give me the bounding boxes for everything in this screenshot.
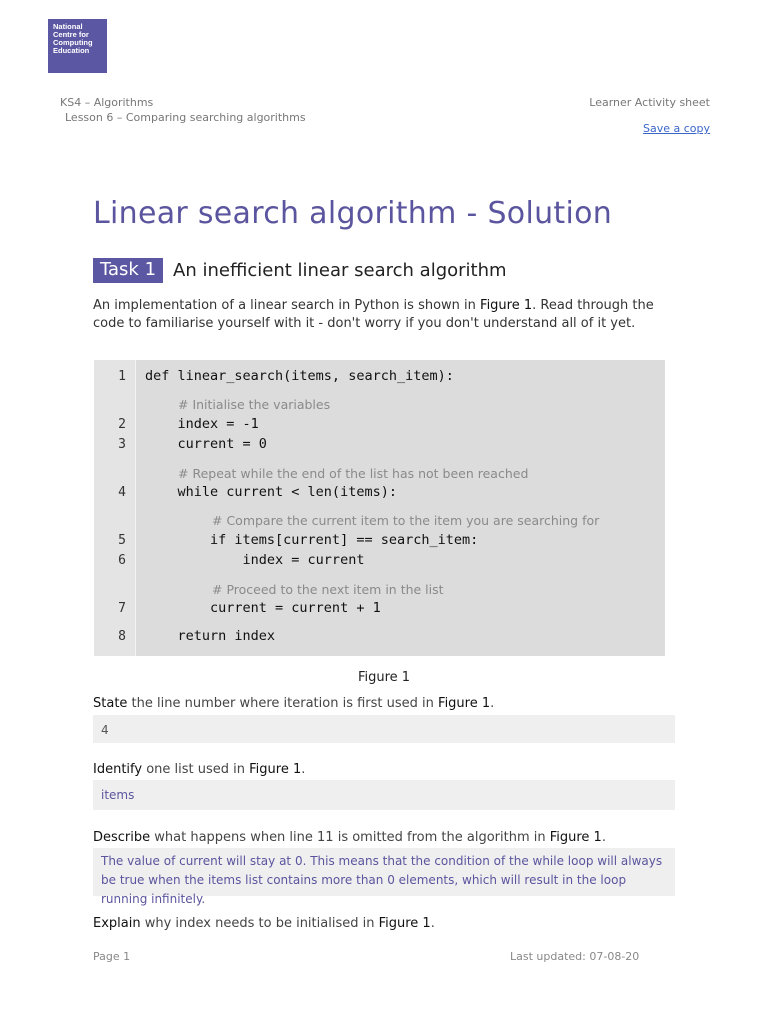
intro-paragraph: [93, 297, 683, 333]
answer-field-state[interactable]: 4: [93, 715, 675, 743]
line-number: 2: [118, 417, 126, 432]
lesson-label: Lesson 6 – Comparing searching algorithms: [65, 111, 306, 124]
figure-ref: Figure 1: [378, 916, 431, 931]
course-label: KS4 – Algorithms: [60, 96, 154, 109]
question-text: what happens when line 11 is omitted from the algorithm in: [150, 830, 550, 845]
answer-field-describe[interactable]: The value of current will stay at 0. This means that the condition of the while loop will always be true when the items list contains more than 0 elements, which will result in the loop running infinitely.: [93, 848, 675, 896]
code-comment: # Compare the current item to the item you are searching for: [212, 513, 600, 528]
task-badge: Task 1: [93, 258, 163, 283]
question-end: .: [490, 696, 495, 711]
question-end: .: [301, 762, 306, 777]
code-line: while current < len(items):: [145, 484, 397, 500]
last-updated: Last updated: 07-08-20: [510, 950, 640, 963]
line-number: 5: [118, 533, 126, 548]
code-line: return index: [145, 628, 276, 644]
question-end: .: [601, 830, 606, 845]
code-listing: [94, 360, 665, 656]
figure-ref: Figure 1: [480, 298, 533, 313]
command-word: Explain: [93, 916, 141, 931]
command-word: Describe: [93, 830, 151, 845]
code-line: current = 0: [145, 436, 267, 452]
line-number: 8: [118, 629, 126, 644]
line-number: 1: [118, 369, 126, 384]
question-describe: [93, 830, 606, 845]
question-text: the line number where iteration is first used in: [127, 696, 439, 711]
intro-text: An implementation of a linear search in Python is shown in: [93, 298, 481, 313]
command-word: State: [93, 696, 128, 711]
code-comment: # Initialise the variables: [178, 397, 331, 412]
gutter-divider: [135, 360, 136, 656]
question-text: one list used in: [142, 762, 250, 777]
line-number: 4: [118, 485, 126, 500]
question-end: .: [430, 916, 435, 931]
task-title: An inefficient linear search algorithm: [173, 260, 507, 281]
code-line: current = current + 1: [145, 600, 381, 616]
code-line: if items[current] == search_item:: [145, 532, 479, 548]
question-identify: [93, 762, 305, 777]
figure-ref: Figure 1: [549, 830, 602, 845]
question-state: [93, 696, 494, 711]
code-line: def linear_search(items, search_item):: [145, 368, 454, 384]
code-line: index = current: [145, 552, 365, 568]
sheet-type-label: Learner Activity sheet: [589, 96, 710, 109]
line-number: 7: [118, 601, 126, 616]
page-number: Page 1: [93, 950, 131, 963]
save-copy-link[interactable]: Save a copy: [642, 122, 710, 135]
question-explain: [93, 916, 435, 931]
code-comment: # Proceed to the next item in the list: [212, 582, 444, 597]
command-word: Identify: [93, 762, 143, 777]
figure-caption: Figure 1: [357, 670, 411, 685]
logo-text: National Centre for Computing Education: [53, 22, 93, 55]
question-text: why index needs to be initialised in: [140, 916, 379, 931]
line-number: 6: [118, 553, 126, 568]
code-line: index = -1: [145, 416, 259, 432]
figure-ref: Figure 1: [249, 762, 302, 777]
figure-ref: Figure 1: [438, 696, 491, 711]
ncce-logo: [48, 19, 107, 73]
intro-text-end: . Read through the code to familiarise yourself with it - don't worry if you don't understand all of it yet.: [93, 298, 654, 331]
line-number: 3: [118, 437, 126, 452]
task-heading: [93, 258, 507, 283]
page-title: Linear search algorithm - Solution: [93, 196, 613, 231]
answer-field-identify[interactable]: items: [93, 780, 675, 810]
code-comment: # Repeat while the end of the list has not been reached: [178, 466, 529, 481]
